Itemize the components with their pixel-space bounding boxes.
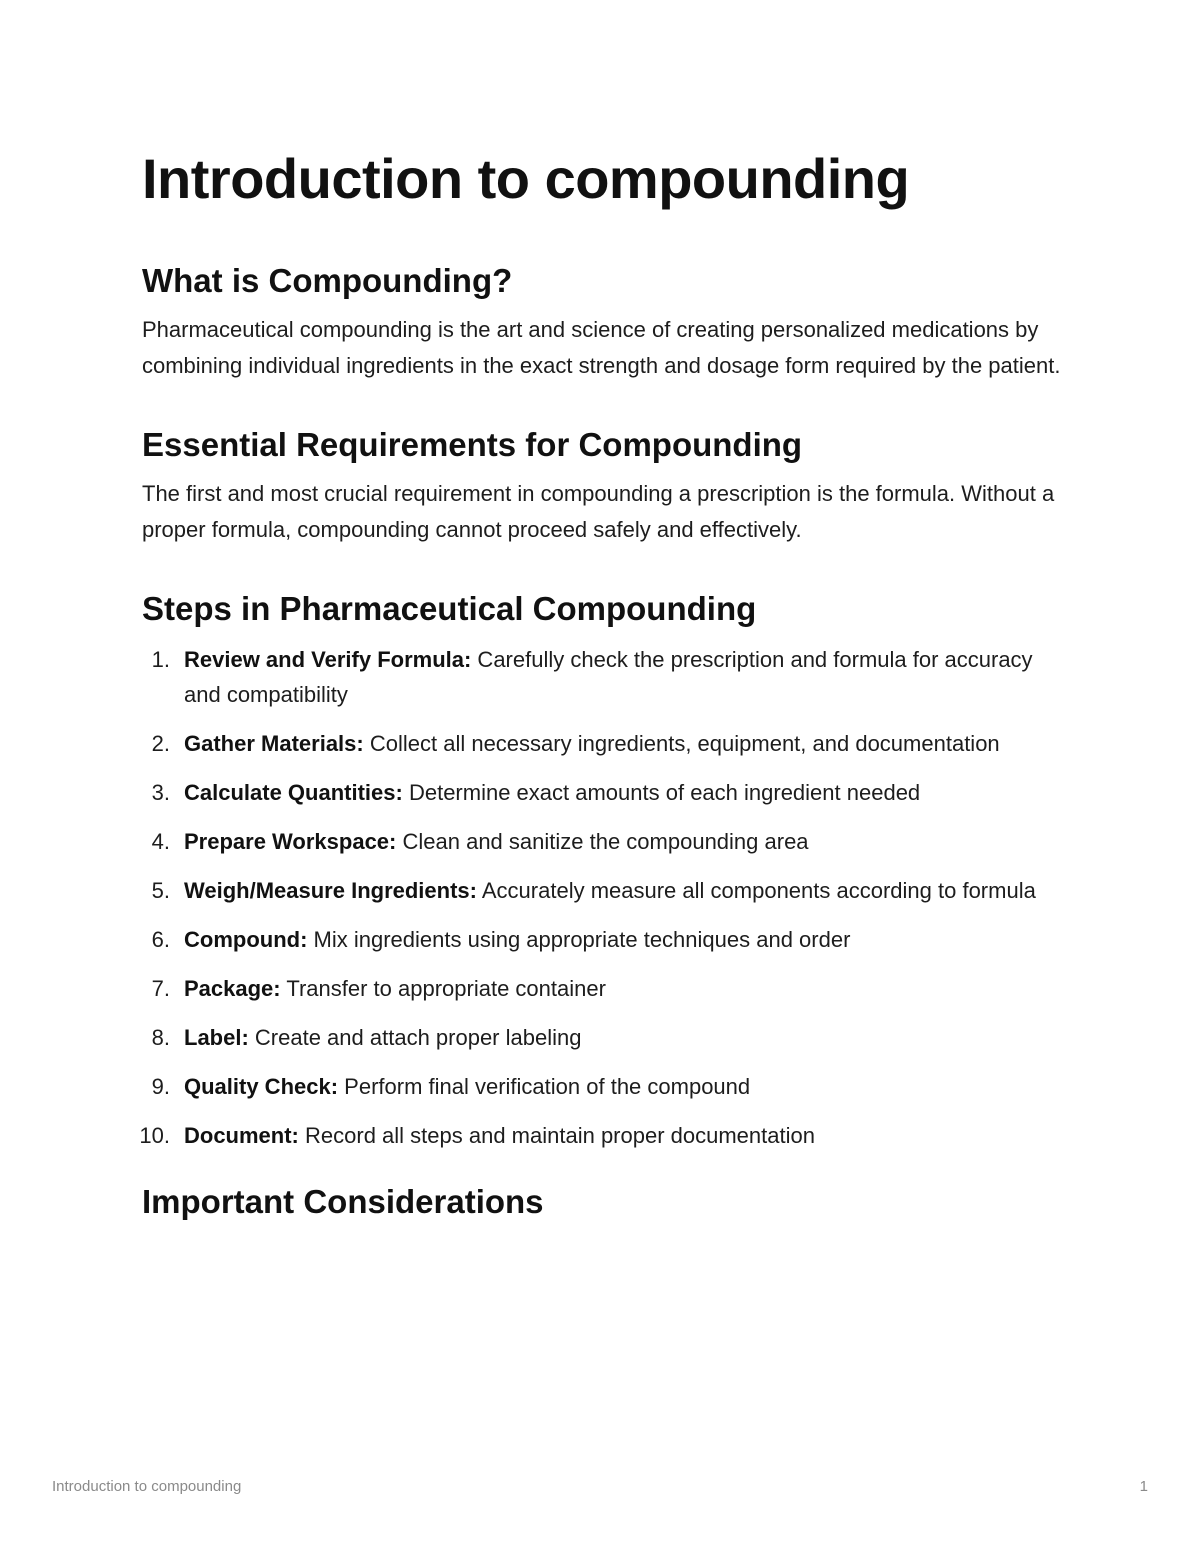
section-body-what-is-compounding: Pharmaceutical compounding is the art and science of creating personalized medications by combining individual ingredients in the exact strength and dosage form required by the patient. <box>142 317 1061 378</box>
step-text: Create and attach proper labeling <box>248 1025 582 1050</box>
page-title: Introduction to compounding <box>142 147 910 210</box>
footer-title: Introduction to compounding <box>52 1478 242 1495</box>
step-item <box>142 726 1062 761</box>
section-heading-what-is-compounding: What is Compounding? <box>142 262 513 299</box>
step-item <box>142 775 1062 810</box>
page-number: 1 <box>1139 1478 1148 1495</box>
step-label: Label: <box>184 1025 249 1050</box>
step-text: Perform final verification of the compound <box>338 1074 751 1099</box>
step-number: 10. <box>139 1123 170 1148</box>
step-label: Document: <box>184 1123 299 1148</box>
section-heading-steps: Steps in Pharmaceutical Compounding <box>142 590 757 627</box>
step-label: Calculate Quantities: <box>184 780 403 805</box>
step-text: Mix ingredients using appropriate techniques and order <box>307 927 851 952</box>
section-heading-essential-requirements: Essential Requirements for Compounding <box>142 426 803 463</box>
step-item <box>142 971 1062 1006</box>
step-number: 8. <box>151 1025 170 1050</box>
step-number: 9. <box>151 1074 170 1099</box>
step-text: Clean and sanitize the compounding area <box>396 829 809 854</box>
step-text: Record all steps and maintain proper documentation <box>298 1123 815 1148</box>
step-number: 5. <box>151 878 170 903</box>
step-item <box>142 824 1062 859</box>
step-item <box>142 1069 1062 1104</box>
step-text: Collect all necessary ingredients, equipment, and documentation <box>363 731 1000 756</box>
page-footer <box>52 1478 1148 1495</box>
step-label: Weigh/Measure Ingredients: <box>184 878 477 903</box>
step-item <box>142 873 1062 908</box>
step-item <box>142 642 1062 712</box>
step-label: Prepare Workspace: <box>184 829 397 854</box>
step-label: Gather Materials: <box>184 731 364 756</box>
steps-list <box>139 642 1062 1153</box>
step-number: 7. <box>151 976 170 1001</box>
step-text: Carefully check the prescription and formula for accuracy and compatibility <box>184 647 1033 707</box>
step-number: 2. <box>151 731 170 756</box>
step-text: Transfer to appropriate container <box>280 976 606 1001</box>
step-label: Review and Verify Formula: <box>184 647 472 672</box>
section-heading-important-considerations: Important Considerations <box>142 1183 544 1220</box>
step-item <box>142 922 1062 957</box>
step-text: Determine exact amounts of each ingredient needed <box>402 780 921 805</box>
step-label: Compound: <box>184 927 308 952</box>
step-number: 4. <box>151 829 170 854</box>
step-label: Quality Check: <box>184 1074 339 1099</box>
step-number: 3. <box>151 780 170 805</box>
page-content <box>139 140 1062 1225</box>
step-item <box>139 1118 1062 1153</box>
step-item <box>142 1020 1062 1055</box>
step-text: Accurately measure all components according to formula <box>476 878 1036 903</box>
step-number: 1. <box>151 647 170 672</box>
step-number: 6. <box>151 927 170 952</box>
step-label: Package: <box>184 976 281 1001</box>
section-body-essential-requirements: The first and most crucial requirement in compounding a prescription is the formula. Without a proper formula, compounding cannot proceed safely and effectively. <box>142 481 1055 542</box>
